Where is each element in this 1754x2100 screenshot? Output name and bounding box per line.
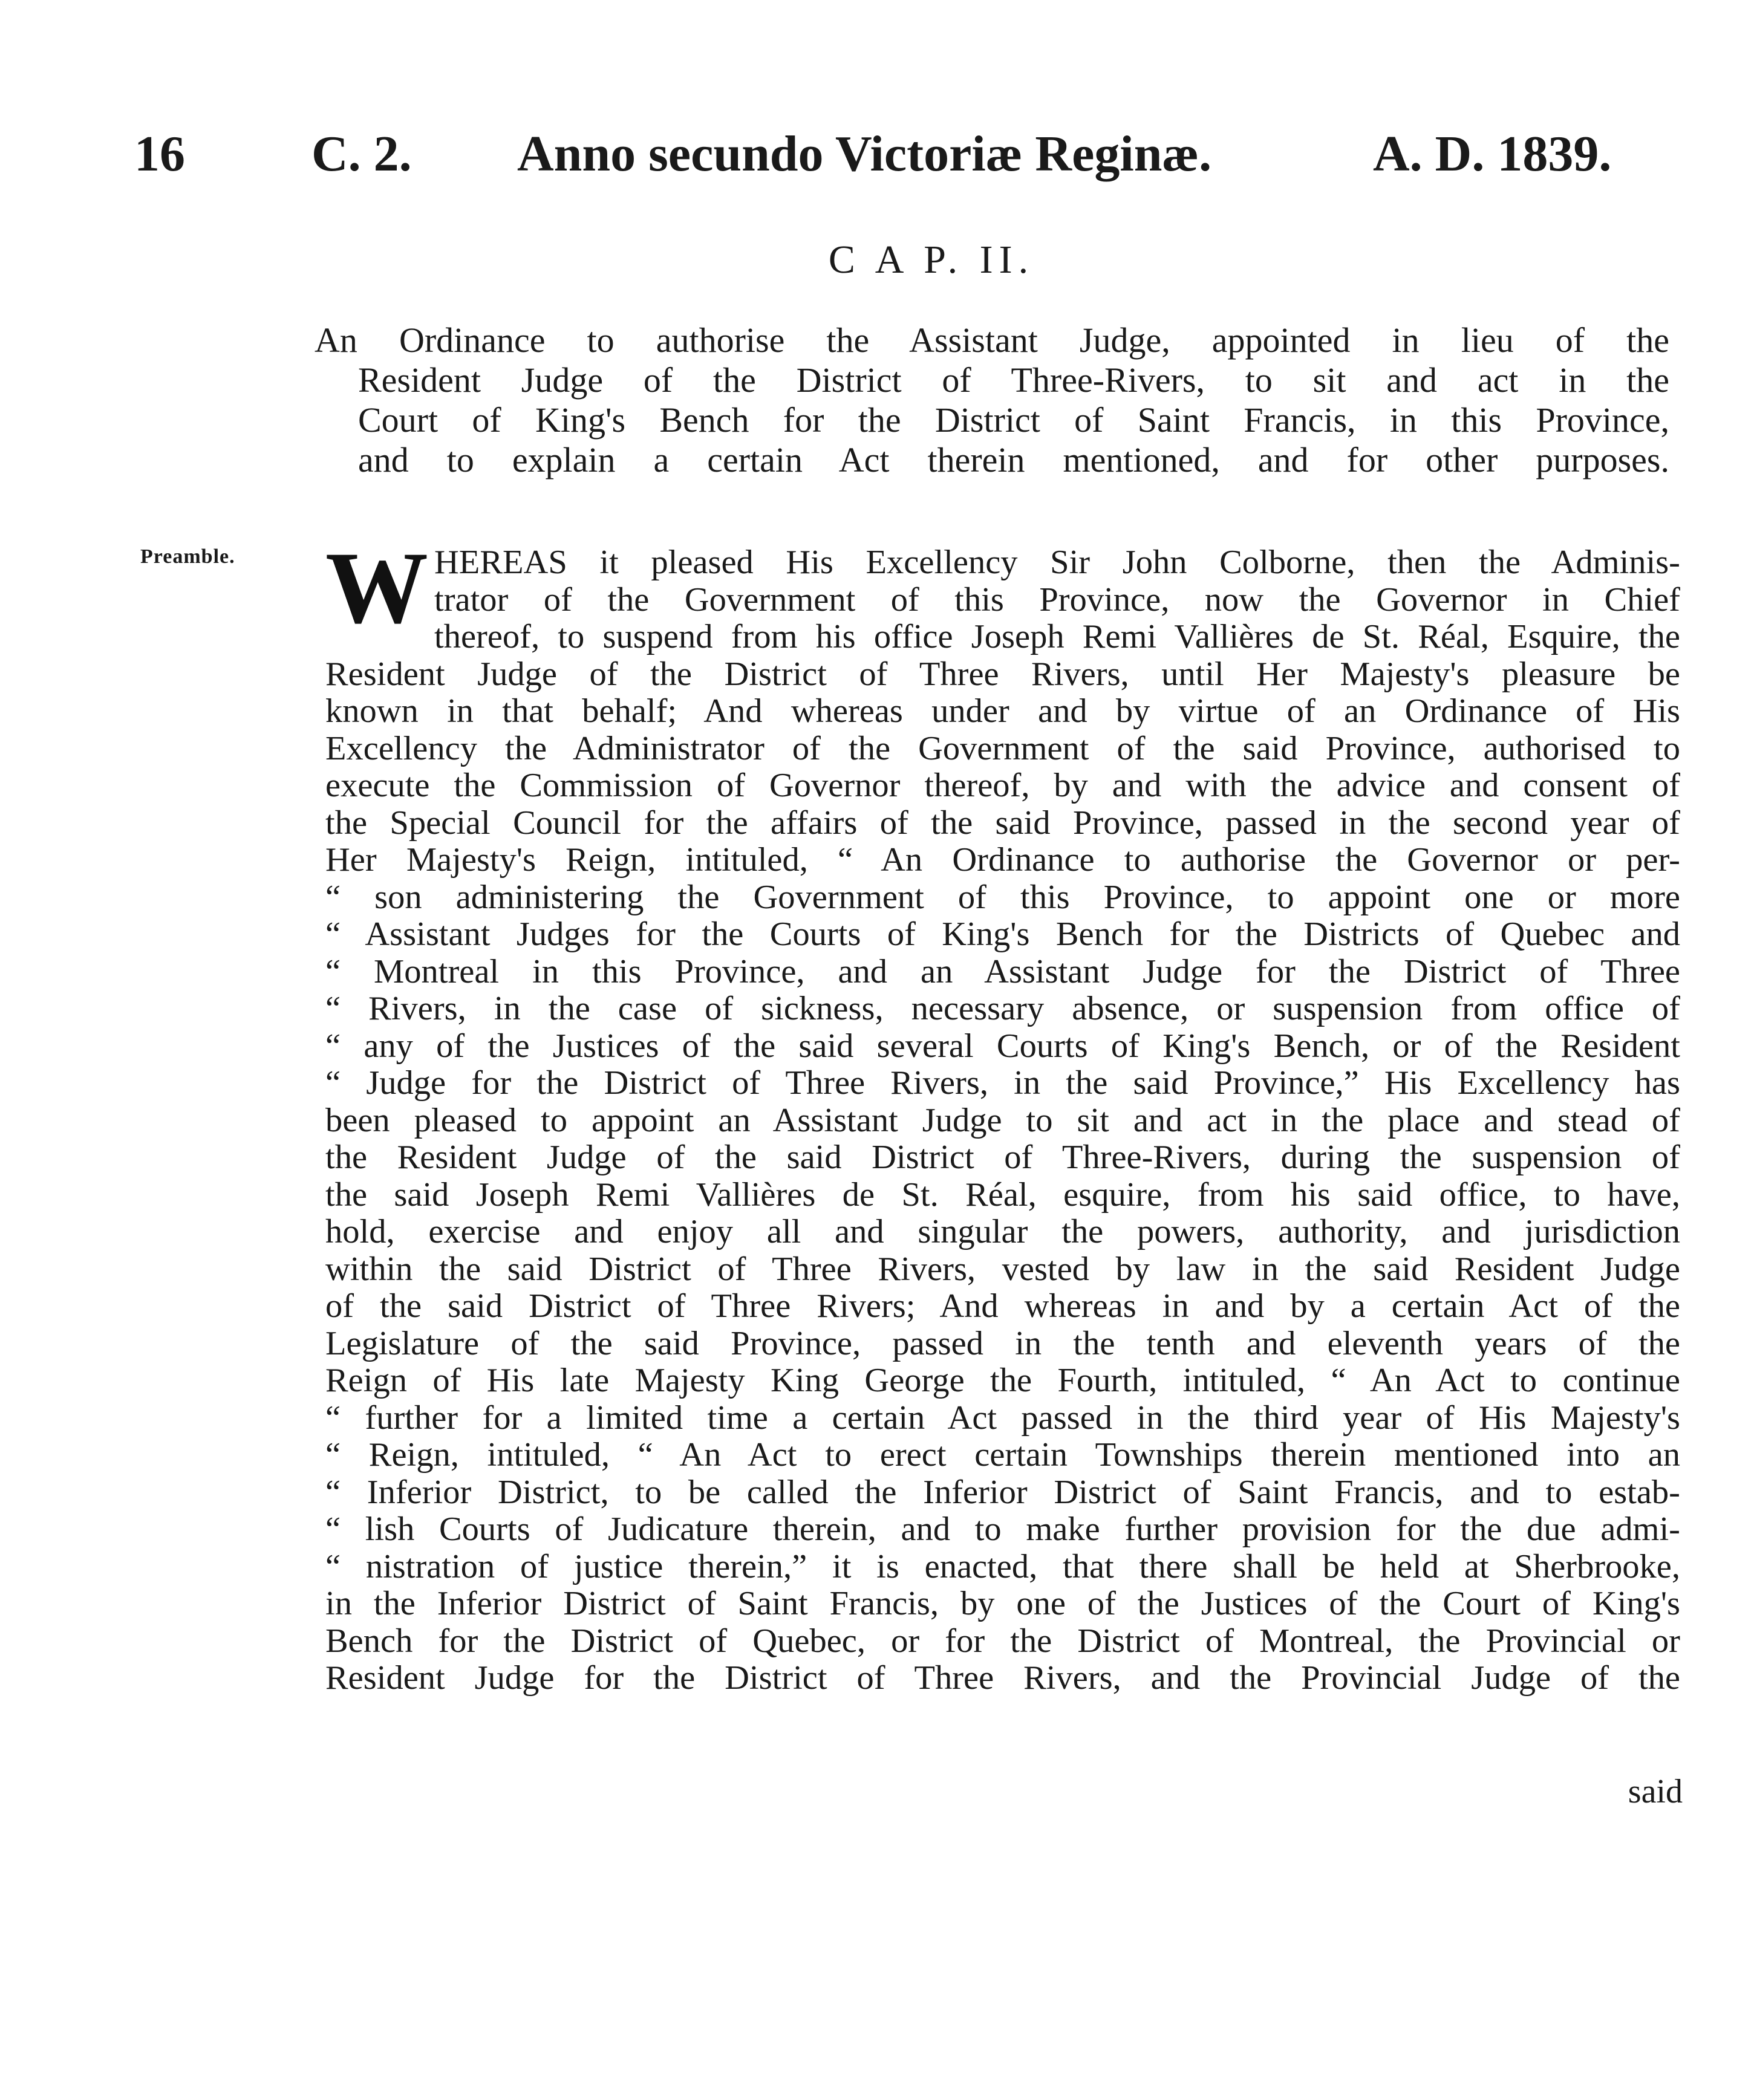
act-title-line: Resident Judge of the District of Three-Rivers, to sit and act in the	[358, 360, 1669, 400]
body-line: the Special Council for the affairs of the said Province, passed in the second year of	[325, 804, 1680, 842]
body-line: Excellency the Administrator of the Government of the said Province, authorised to	[325, 729, 1680, 767]
body-line: “ any of the Justices of the said several Courts of King's Bench, or of the Resident	[325, 1027, 1680, 1065]
body-line: Legislature of the said Province, passed in the tenth and eleventh years of the	[325, 1324, 1680, 1362]
year-label: A. D. 1839.	[1373, 126, 1612, 182]
act-title-line: Court of King's Bench for the District of Saint Francis, in this Province,	[358, 400, 1669, 440]
running-title: Anno secundo Victoriæ Reginæ.	[517, 126, 1212, 182]
body-line: Resident Judge of the District of Three Rivers, until Her Majesty's pleasure be	[325, 655, 1680, 693]
page-number: 16	[134, 126, 185, 182]
body-line: “ Rivers, in the case of sickness, necessary absence, or suspension from office of	[325, 990, 1680, 1027]
body-line: in the Inferior District of Saint Francis, by one of the Justices of the Court of King's	[325, 1585, 1680, 1622]
chapter-heading: C A P. II.	[828, 238, 1035, 282]
body-line: execute the Commission of Governor thereof, by and with the advice and consent of	[325, 767, 1680, 804]
body-line: “ Inferior District, to be called the Inferior District of Saint Francis, and to estab-	[325, 1473, 1680, 1511]
body-line: “ lish Courts of Judicature therein, and to make further provision for the due admi-	[325, 1510, 1680, 1548]
body-line: hold, exercise and enjoy all and singular the powers, authority, and jurisdiction	[325, 1213, 1680, 1250]
catchword: said	[1628, 1773, 1683, 1810]
body-line: trator of the Government of this Province, now the Governor in Chief	[434, 580, 1680, 619]
body-line: Bench for the District of Quebec, or for the District of Montreal, the Provincial or	[325, 1622, 1680, 1660]
body-line: Her Majesty's Reign, intituled, “ An Ordinance to authorise the Governor or per-	[325, 841, 1680, 879]
body-line: “ Assistant Judges for the Courts of King's Bench for the Districts of Quebec and	[325, 915, 1680, 953]
body-line: known in that behalf; And whereas under and by virtue of an Ordinance of His	[325, 692, 1680, 730]
body-line: of the said District of Three Rivers; And whereas in and by a certain Act of the	[325, 1287, 1680, 1325]
body-line: “ Montreal in this Province, and an Assistant Judge for the District of Three	[325, 952, 1680, 990]
body-line: “ son administering the Government of this Province, to appoint one or more	[325, 878, 1680, 916]
marginal-note: Preamble.	[140, 545, 235, 568]
body-line: “ Reign, intituled, “ An Act to erect certain Townships therein mentioned into an	[325, 1436, 1680, 1474]
running-head	[0, 118, 1754, 190]
act-title-line: and to explain a certain Act therein mentioned, and for other purposes.	[358, 440, 1669, 479]
act-title	[315, 320, 1669, 480]
body-line: HEREAS it pleased His Excellency Sir John Colborne, then the Adminis-	[434, 544, 1680, 581]
body-line: been pleased to appoint an Assistant Judge to sit and act in the place and stead of	[325, 1101, 1680, 1139]
body-line: “ further for a limited time a certain Act passed in the third year of His Majesty's	[325, 1399, 1680, 1437]
body-line: “ nistration of justice therein,” it is enacted, that there shall be held at Sherbrooke,	[325, 1547, 1680, 1585]
body-line: within the said District of Three Rivers, vested by law in the said Resident Judge	[325, 1250, 1680, 1288]
body-line: thereof, to suspend from his office Joseph Remi Vallières de St. Réal, Esquire, the	[434, 618, 1680, 655]
chapter-number: C. 2.	[311, 126, 412, 182]
body-line: the Resident Judge of the said District of Three-Rivers, during the suspension of	[325, 1139, 1680, 1176]
body-line: Reign of His late Majesty King George the Fourth, intituled, “ An Act to continue	[325, 1362, 1680, 1399]
body-line: “ Judge for the District of Three Rivers, in the said Province,” His Excellency has	[325, 1064, 1680, 1102]
body-line: the said Joseph Remi Vallières de St. Réal, esquire, from his said office, to have,	[325, 1175, 1680, 1214]
drop-cap: W	[325, 531, 428, 645]
preamble-text	[325, 531, 1680, 1697]
act-title-line: An Ordinance to authorise the Assistant Judge, appointed in lieu of the	[315, 320, 1669, 360]
body-line: Resident Judge for the District of Three Rivers, and the Provincial Judge of the	[325, 1659, 1680, 1697]
